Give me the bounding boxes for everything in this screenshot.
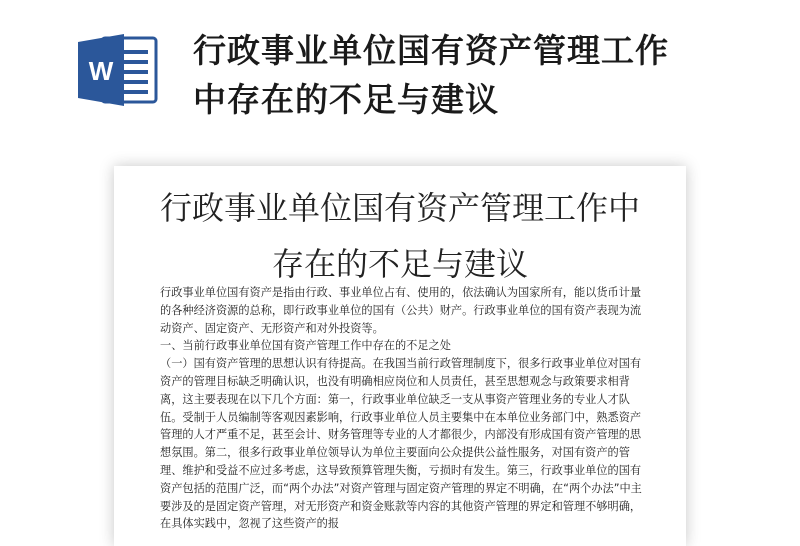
word-document-icon (74, 30, 164, 110)
body-paragraph: （一）国有资产管理的思想认识有待提高。在我国当前行政管理制度下，很多行政事业单位对国有资产的管理目标缺乏明确认识，也没有明确相应岗位和人员责任，甚至思想观念与政策要求相背离，这主要表现在以下几个方面：第一，行政事业单位缺乏一支从事资产管理业务的专业人才队伍。受制于人员编制等客观因素影响，行政事业单位人员主要集中在本单位业务部门中，熟悉资产管理的人才严重不足，甚至会计、财务管理等专业的人才都很少，内部没有形成国有资产管理的思想氛围。第二，很多行政事业单位领导认为单位主要面向公众提供公益性服务，对国有资产的管理、维护和受益不应过多考虑，这导致预算管理失衡，亏损时有发生。第三，行政事业单位的国有资产包括的范围广泛，而“两个办法”对资产管理与固定资产管理的界定不明确，在“两个办法”中主要涉及的是固定资产管理，对无形资产和资金账款等内容的其他资产管理的界定和管理不够明确，在具体实践中，忽视了这些资产的报 (160, 357, 642, 531)
document-title-line-1: 行政事业单位国有资产管理工作中 (159, 189, 640, 227)
word-icon-letter: W (88, 56, 114, 86)
document-title (114, 180, 686, 292)
section-heading: 一、当前行政事业单位国有资产管理工作中存在的不足之处 (160, 339, 451, 353)
body-paragraph: 行政事业单位国有资产是指由行政、事业单位占有、使用的，依法确认为国家所有，能以货币计量的各种经济资源的总称，即行政事业单位的国有（公共）财产。行政事业单位的国有资产表现为流动资产、固定资产、无形资产和对外投资等。 (160, 286, 642, 335)
document-body (160, 284, 648, 533)
document-preview (114, 166, 686, 546)
page-title (193, 26, 753, 124)
document-title-line-2: 存在的不足与建议 (271, 245, 528, 283)
header-banner (0, 0, 800, 150)
page-title-line-2: 中存在的不足与建议 (193, 80, 499, 119)
page-title-line-1: 行政事业单位国有资产管理工作 (193, 31, 669, 70)
